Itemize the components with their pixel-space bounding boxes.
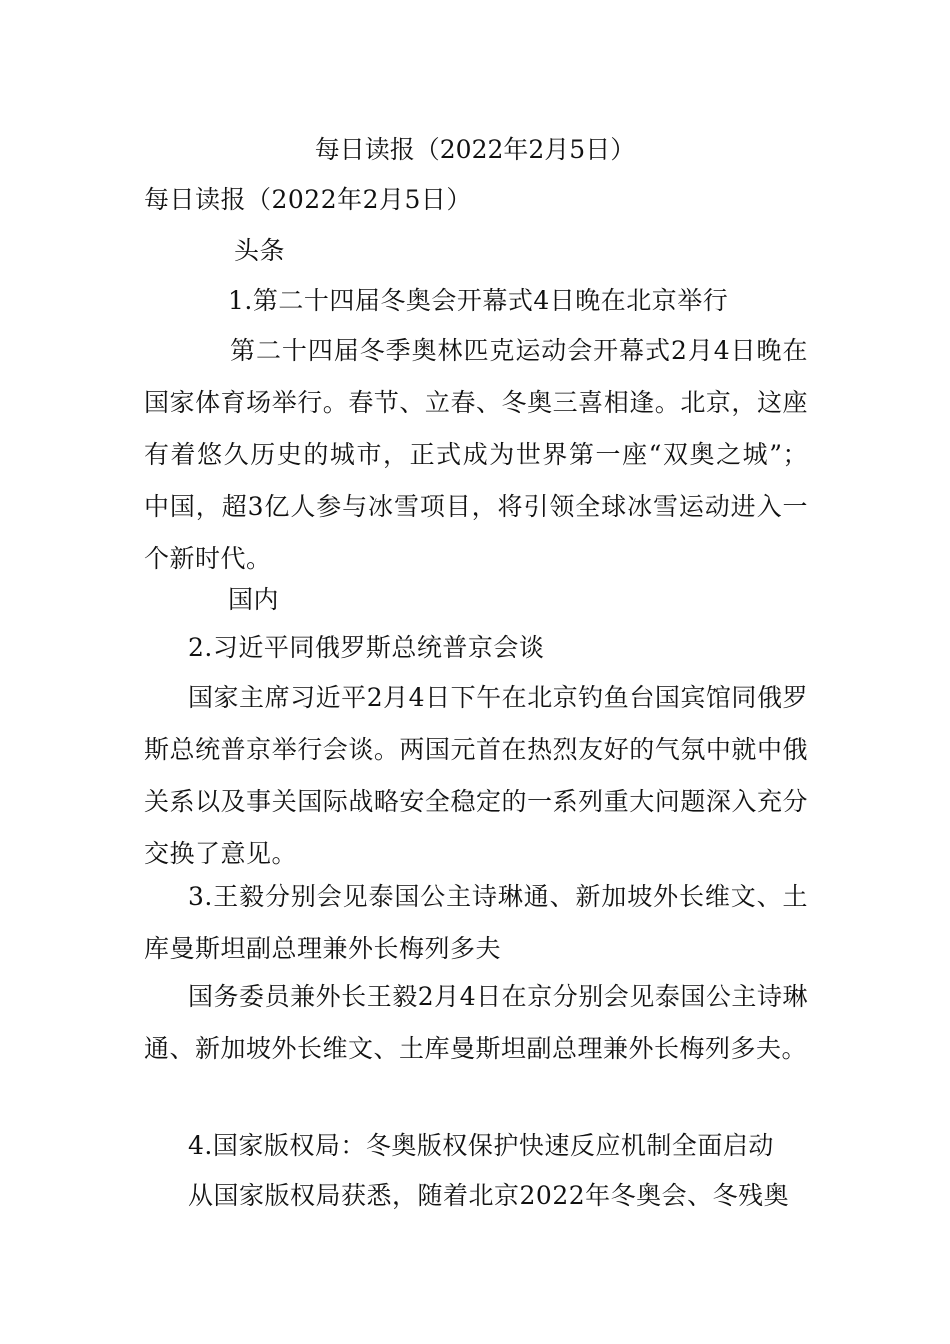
- news-body-1: 第二十四届冬季奥林匹克运动会开幕式2月4日晚在国家体育场举行。春节、立春、冬奥三喜相逢。北京，这座有着悠久历史的城市，正式成为世界第一座“双奥之城”；中国，超3亿人参与冰雪项目，将引领全球冰雪运动进入一个新时代。: [144, 336, 808, 573]
- news-heading-4: 4.国家版权局：冬奥版权保护快速反应机制全面启动: [188, 1131, 774, 1160]
- news-body-2: 国家主席习近平2月4日下午在北京钓鱼台国宾馆同俄罗斯总统普京举行会谈。两国元首在热烈友好的气氛中就中俄关系以及事关国际战略安全稳定的一系列重大问题深入充分交换了意见。: [144, 683, 808, 868]
- document-title: 每日读报（2022年2月5日）: [314, 135, 636, 164]
- news-heading-3: 3.王毅分别会见泰国公主诗琳通、新加坡外长维文、土库曼斯坦副总理兼外长梅列多夫: [144, 882, 808, 963]
- news-body-4: 从国家版权局获悉，随着北京2022年冬奥会、冬残奥: [188, 1181, 790, 1210]
- section-label-domestic: 国内: [228, 585, 280, 614]
- news-body-3: 国务委员兼外长王毅2月4日在京分别会见泰国公主诗琳通、新加坡外长维文、土库曼斯坦副总理兼外长梅列多夫。: [144, 982, 808, 1063]
- news-heading-2: 2.习近平同俄罗斯总统普京会谈: [188, 633, 545, 662]
- news-heading-1: 1.第二十四届冬奥会开幕式4日晚在北京举行: [228, 286, 729, 315]
- document-subtitle: 每日读报（2022年2月5日）: [144, 185, 472, 214]
- section-label-headline: 头条: [234, 236, 286, 265]
